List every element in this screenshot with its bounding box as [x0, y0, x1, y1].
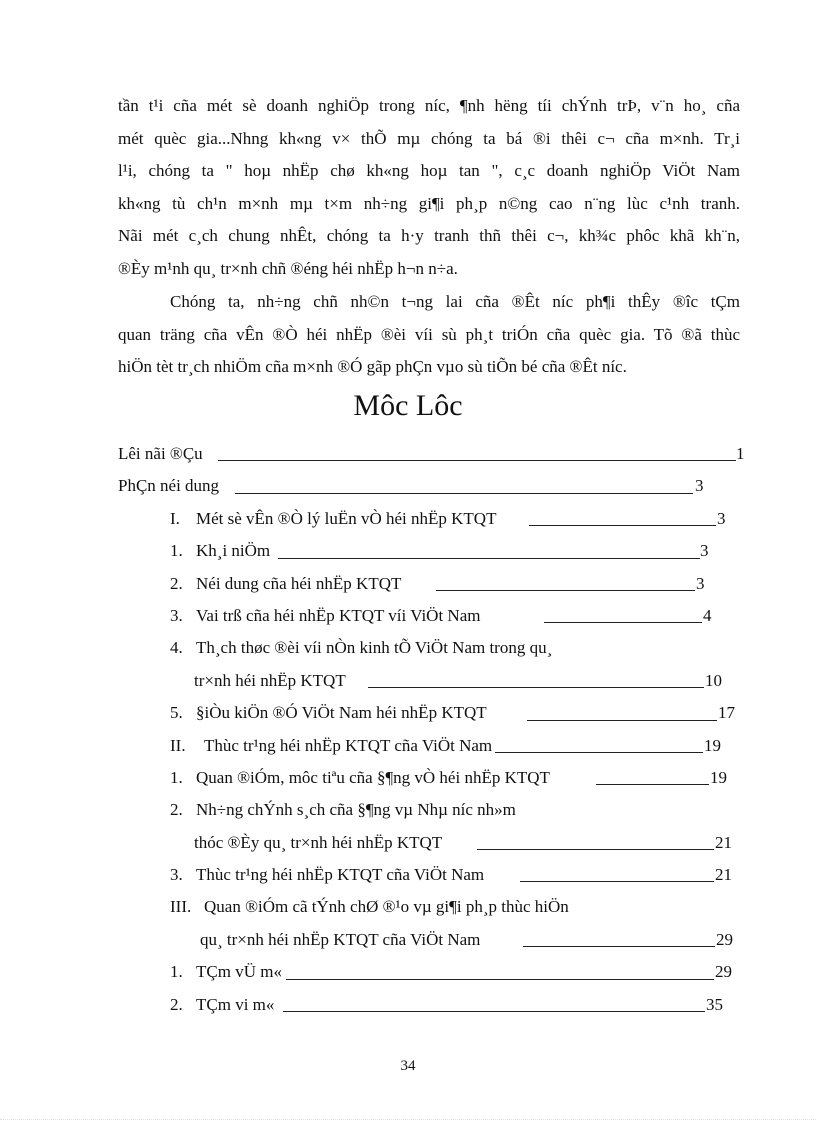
toc-page-number: 29 [715, 962, 732, 982]
toc-page-number: 3 [695, 476, 704, 496]
toc-entry-label: Vai trß cña héi nhËp KTQT víi ViÖt Nam [196, 605, 481, 625]
intro-paragraph [118, 90, 740, 286]
toc-entry [118, 794, 758, 826]
toc-entry [118, 568, 758, 600]
toc-entry [118, 989, 758, 1021]
toc-entry-label: Lêi nãi ®Çu [118, 444, 203, 463]
toc-leader-line [527, 720, 717, 721]
toc-leader-line [596, 784, 709, 785]
toc-entry-text [170, 600, 480, 632]
toc-entry-number: 2. [170, 800, 183, 820]
toc-entry-text [170, 697, 487, 729]
toc-entry-number: 2. [170, 573, 183, 593]
toc-entry-label: Nh÷ng chÝnh s¸ch cña §¶ng vµ Nhµ níc nh»m [196, 800, 516, 820]
toc-entry-text [194, 827, 442, 859]
toc-entry-number: 1. [170, 541, 183, 561]
toc-entry-number: III. [170, 897, 192, 917]
toc-entry-number: 4. [170, 638, 183, 658]
toc-leader-line [218, 460, 736, 461]
toc-entry [118, 665, 758, 697]
toc-entry-text [170, 891, 569, 923]
toc-entry-number: 5. [170, 703, 183, 723]
text-line: Nãi mét c¸ch chung nhÊt, chóng ta h·y tranh thñ thêi c¬, kh¾c phôc khã kh¨n, [118, 226, 740, 246]
toc-entry-number: I. [170, 508, 180, 528]
toc-leader-line [495, 752, 703, 753]
toc-entry-text [170, 535, 270, 567]
toc-entry-label: Néi dung cña héi nhËp KTQT [196, 573, 402, 593]
toc-entry-number: II. [170, 735, 186, 755]
text-line: quan träng cña vÊn ®Ò héi nhËp ®èi víi sù ph¸t triÓn cña quèc gia. Tõ ®ã thùc [118, 324, 740, 344]
toc-entry-text [170, 794, 516, 826]
toc-entry-number: 3. [170, 605, 183, 625]
toc-entry [118, 827, 758, 859]
toc-entry [118, 632, 758, 664]
toc-page-number: 17 [718, 703, 735, 723]
toc-leader-line [520, 881, 714, 882]
toc-entry-text [170, 762, 550, 794]
toc-entry [118, 859, 758, 891]
toc-entry [118, 924, 758, 956]
toc-entry-label: PhÇn néi dung [118, 476, 220, 496]
toc-entry-text [170, 956, 282, 988]
toc-entry [118, 956, 758, 988]
toc-page-number: 19 [710, 767, 727, 787]
toc-page-number: 3 [696, 573, 705, 593]
toc-entry-label: Quan ®iÓm, môc tiªu cña §¶ng vÒ héi nhËp KTQT [196, 767, 550, 787]
toc-page-number: 35 [706, 994, 723, 1014]
toc-entry [118, 438, 758, 470]
toc-page-number: 19 [704, 735, 721, 755]
toc-leader-line [523, 946, 715, 947]
toc-page-number: 3 [717, 508, 726, 528]
toc-entry-label: TÇm vi m« [196, 994, 275, 1014]
toc-entry-label: Quan ®iÓm cã tÝnh chØ ®¹o vµ gi¶i ph¸p thùc hiÖn [204, 897, 569, 917]
toc-leader-line [368, 687, 704, 688]
toc-entry-text [170, 503, 496, 535]
toc-leader-line [283, 1011, 705, 1012]
toc-entry-label: Mét sè vÊn ®Ò lý luËn vÒ héi nhËp KTQT [196, 508, 497, 528]
toc-entry-label: Kh¸i niÖm [196, 541, 271, 561]
toc-entry-label: Thùc tr¹ng héi nhËp KTQT cña ViÖt Nam [196, 865, 485, 885]
toc-entry-label: tr×nh héi nhËp KTQT [194, 670, 346, 690]
toc-entry-label: thóc ®Èy qu¸ tr×nh héi nhËp KTQT [194, 832, 443, 852]
toc-entry-text [118, 470, 219, 502]
toc-leader-line [544, 622, 702, 623]
toc-entry-text [200, 924, 480, 956]
text-line: kh«ng tù ch¹n m×nh mµ t×m nh÷ng gi¶i ph¸p n©ng cao n¨ng lùc c¹nh tranh. [118, 193, 740, 213]
page-bottom-rule [0, 1119, 816, 1120]
toc-entry-text [194, 665, 346, 697]
toc-entry-text [170, 989, 274, 1021]
toc-entry-number: 2. [170, 994, 183, 1014]
toc-leader-line [278, 558, 700, 559]
text-line: mét quèc gia...Nhng kh«ng v× thÕ mµ chóng ta bá ®i thêi c¬ cña m×nh. Tr¸i [118, 128, 740, 148]
toc-entry [118, 535, 758, 567]
toc-entry-label: §iÒu kiÖn ®Ó ViÖt Nam héi nhËp KTQT [196, 703, 487, 723]
text-line: l¹i, chóng ta " hoµ nhËp chø kh«ng hoµ tan ", c¸c doanh nghiÖp ViÖt Nam [118, 161, 740, 181]
toc-page-number: 21 [715, 832, 732, 852]
text-line: tần t¹i cña mét sè doanh nghiÖp trong níc, ¶nh hëng tíi chÝnh trÞ, v¨n ho¸ cña [118, 96, 740, 115]
toc-entry-number: 1. [170, 767, 183, 787]
toc-entry-text [170, 632, 552, 664]
toc-entry-label: Th¸ch thøc ®èi víi nÒn kinh tÕ ViÖt Nam trong qu¸ [196, 638, 553, 658]
toc-entry [118, 762, 758, 794]
toc-page-number: 4 [703, 605, 712, 625]
toc-leader-line [477, 849, 714, 850]
toc-entry-text [118, 438, 203, 470]
text-line: Chóng ta, nh÷ng chñ nh©n t¬ng lai cña ®Êt níc ph¶i thÊy ®îc tÇm [170, 292, 740, 311]
toc-entry [118, 697, 758, 729]
toc-page-number: 29 [716, 929, 733, 949]
toc-entry-label: Thùc tr¹ng héi nhËp KTQT cña ViÖt Nam [204, 735, 493, 755]
toc-leader-line [235, 493, 693, 494]
toc-entry [118, 470, 758, 502]
toc-page-number: 1 [736, 444, 745, 463]
toc-entry-number: 1. [170, 962, 183, 982]
toc-entry-label: qu¸ tr×nh héi nhËp KTQT cña ViÖt Nam [200, 929, 481, 949]
page-number: 34 [400, 1058, 416, 1074]
toc-entry-text [170, 568, 401, 600]
toc-page-number: 10 [705, 670, 722, 690]
toc-title: Môc Lôc [353, 389, 463, 422]
toc-leader-line [286, 979, 714, 980]
conclusion-paragraph [118, 286, 740, 384]
toc-entry-label: TÇm vÜ m« [196, 962, 282, 982]
toc-entry [118, 891, 758, 923]
toc-entry [118, 730, 758, 762]
text-line: hiÖn tèt tr¸ch nhiÖm cña m×nh ®Ó gãp phÇn vµo sù tiÕn bé cña ®Êt níc. [118, 357, 627, 377]
toc-entry-text [170, 859, 484, 891]
toc-entry [118, 600, 758, 632]
toc-entry-text [170, 730, 492, 762]
toc-page-number: 3 [700, 541, 709, 561]
toc-leader-line [529, 525, 716, 526]
text-line: ®Èy m¹nh qu¸ tr×nh chñ ®éng héi nhËp h¬n n÷a. [118, 258, 458, 278]
toc-page-number: 21 [715, 865, 732, 885]
toc-leader-line [436, 590, 695, 591]
toc-entry-number: 3. [170, 865, 183, 885]
toc-entry [118, 503, 758, 535]
table-of-contents [118, 438, 758, 1021]
